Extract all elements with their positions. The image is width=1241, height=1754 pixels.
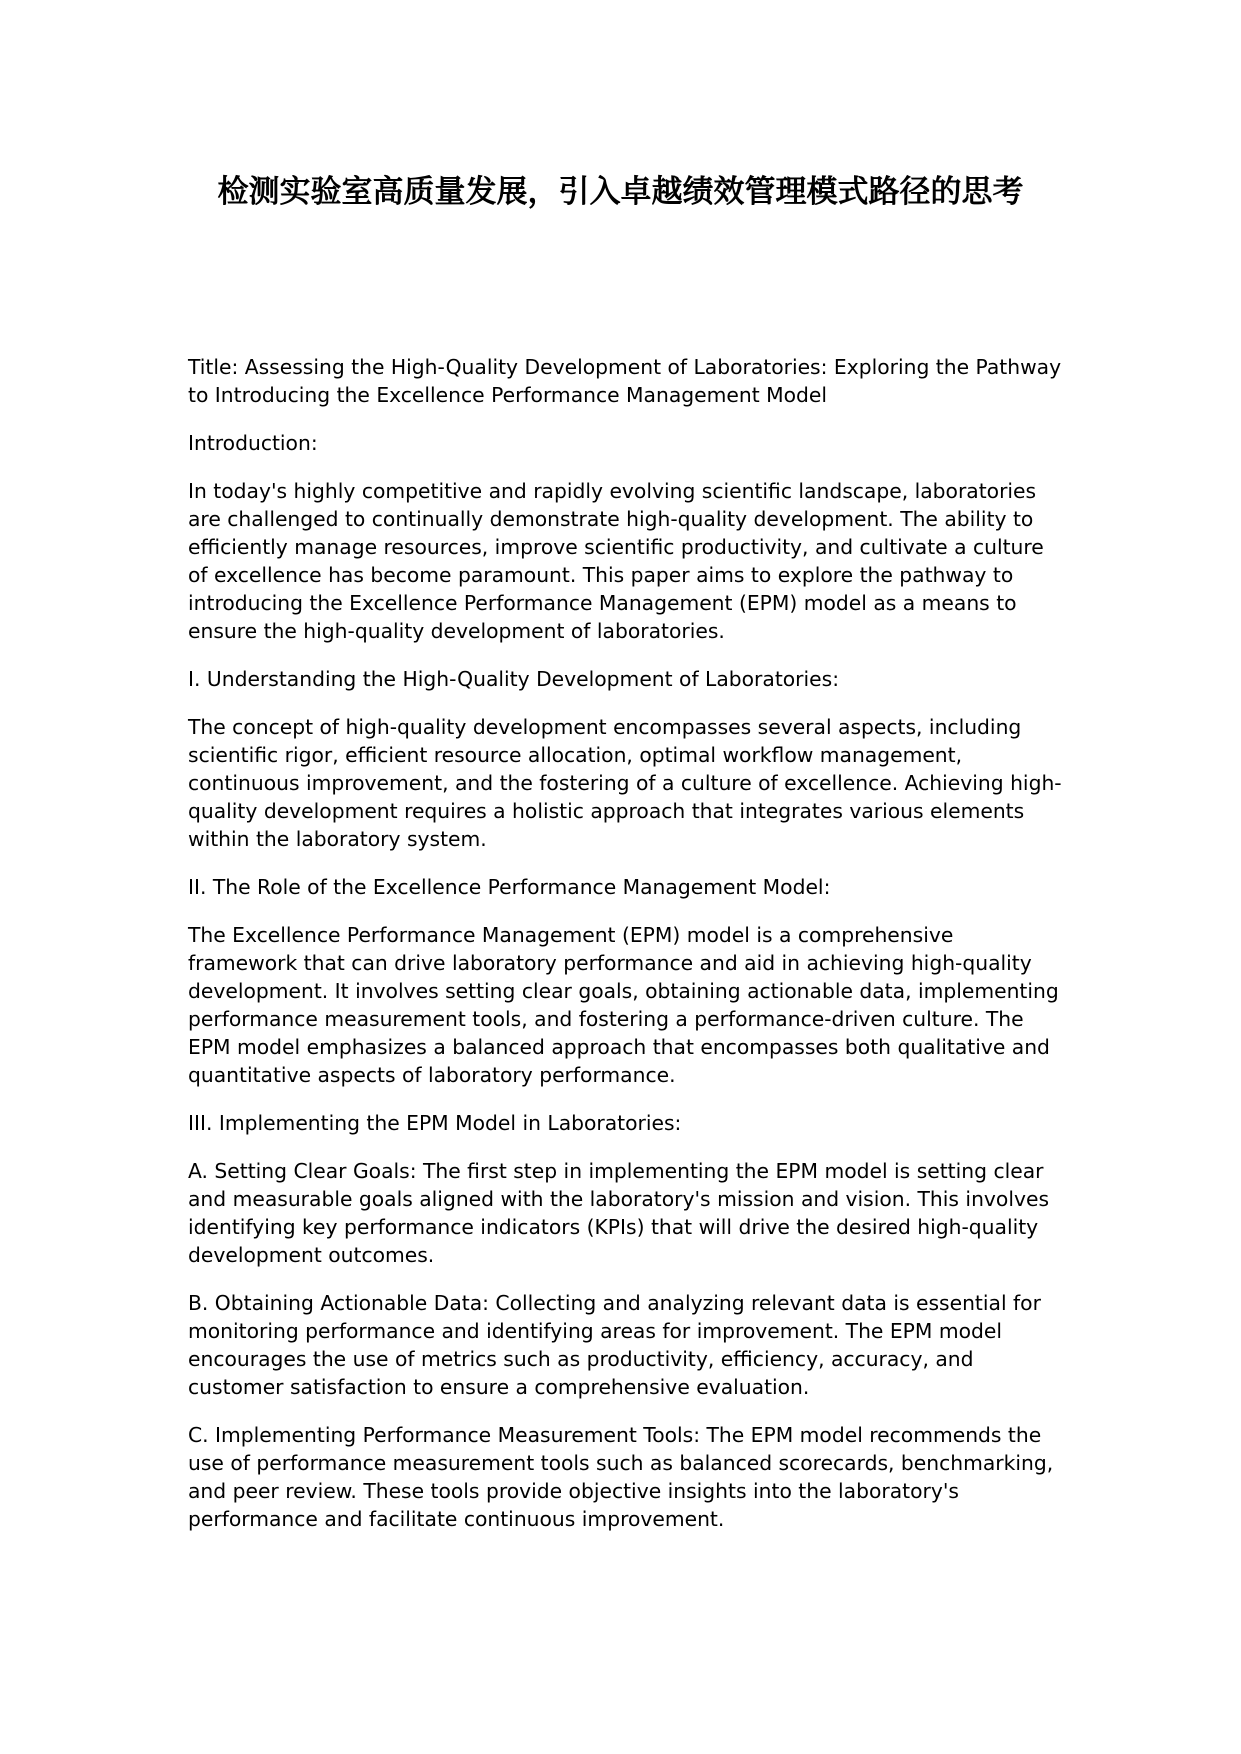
section-3c-paragraph: C. Implementing Performance Measurement Tools: The EPM model recommends the use of performance measurement tools such as balanced scorecards, benchmarking, and peer review. These tools provide objective insights into the laboratory's performance and facilitate continuous improvement. (188, 1423, 1054, 1531)
section-3-heading: III. Implementing the EPM Model in Laboratories: (188, 1111, 682, 1135)
section-1-paragraph: The concept of high-quality development encompasses several aspects, including scientific rigor, efficient resource allocation, optimal workflow management, continuous improvement, and the fostering of a culture of excellence. Achieving high-quality development requires a holistic approach that integrates various elements within the laboratory system. (188, 715, 1062, 851)
section-2-heading: II. The Role of the Excellence Performance Management Model: (188, 875, 831, 899)
introduction-paragraph: In today's highly competitive and rapidly evolving scientific landscape, laboratories are challenged to continually demonstrate high-quality development. The ability to efficiently manage resources, improve scientific productivity, and cultivate a culture of excellence has become paramount. This paper aims to explore the pathway to introducing the Excellence Performance Management (EPM) model as a means to ensure the high-quality development of laboratories. (188, 479, 1044, 643)
section-3b-paragraph: B. Obtaining Actionable Data: Collecting and analyzing relevant data is essential for monitoring performance and identifying areas for improvement. The EPM model encourages the use of metrics such as productivity, efficiency, accuracy, and customer satisfaction to ensure a comprehensive evaluation. (188, 1291, 1041, 1399)
section-1-heading: I. Understanding the High-Quality Development of Laboratories: (188, 667, 840, 691)
document-title: 检测实验室高质量发展，引入卓越绩效管理模式路径的思考 (217, 174, 1024, 210)
paper-title-paragraph: Title: Assessing the High-Quality Development of Laboratories: Exploring the Pathway to Introducing the Excellence Performance Management Model (188, 355, 1062, 407)
introduction-heading: Introduction: (188, 431, 318, 455)
section-3a-paragraph: A. Setting Clear Goals: The first step in implementing the EPM model is setting clear and measurable goals aligned with the laboratory's mission and vision. This involves identifying key performance indicators (KPIs) that will drive the desired high-quality development outcomes. (188, 1159, 1050, 1267)
section-2-paragraph: The Excellence Performance Management (EPM) model is a comprehensive framework that can drive laboratory performance and aid in achieving high-quality development. It involves setting clear goals, obtaining actionable data, implementing performance measurement tools, and fostering a performance-driven culture. The EPM model emphasizes a balanced approach that encompasses both qualitative and quantitative aspects of laboratory performance. (188, 923, 1059, 1087)
document-body (188, 353, 1068, 1553)
